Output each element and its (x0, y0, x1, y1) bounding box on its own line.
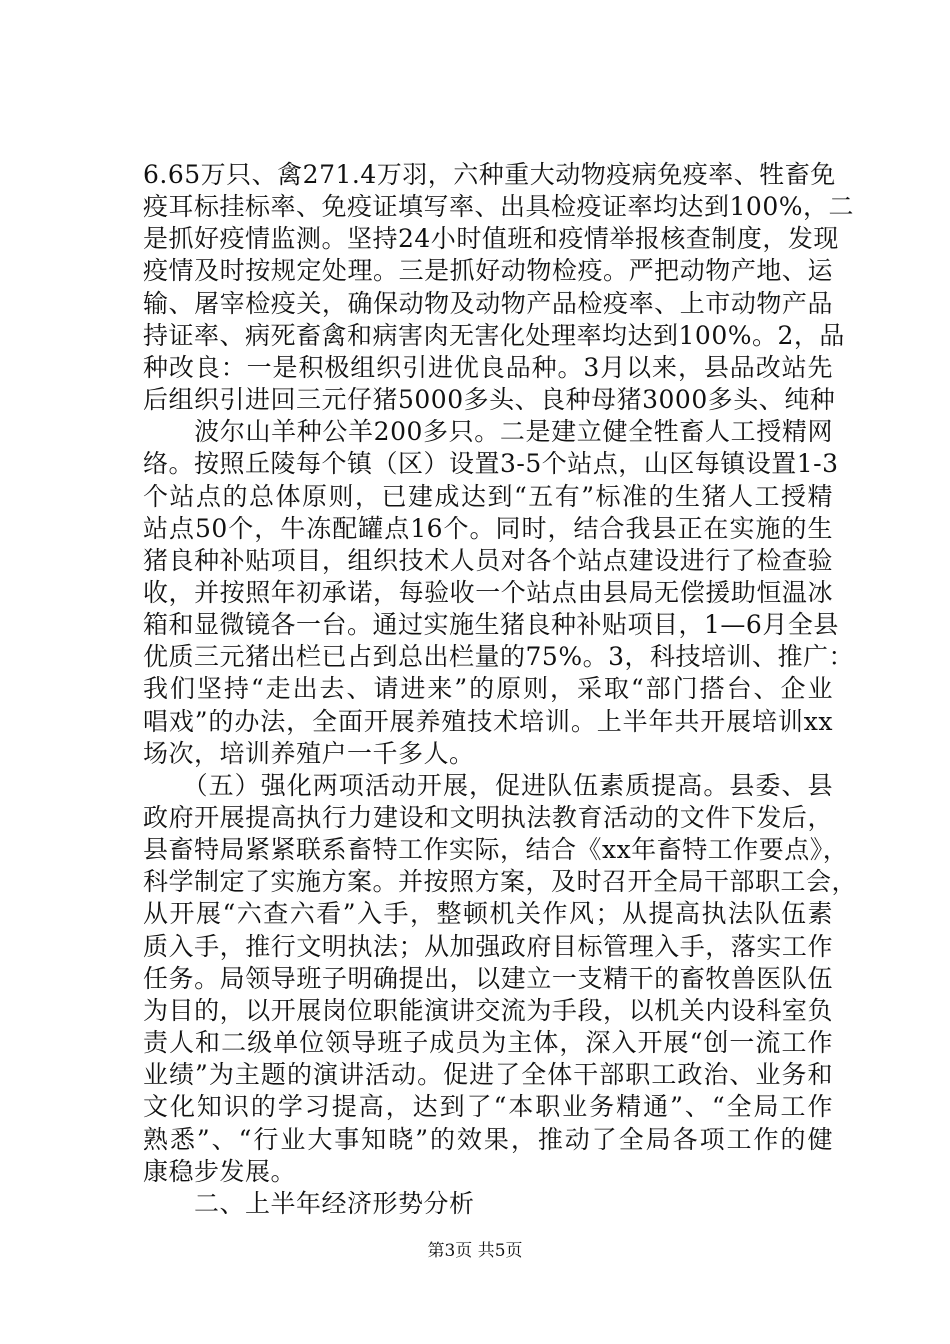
text-line: 种改良：一是积极组织引进优良品种。3月以来，县品改站先 (143, 352, 833, 382)
text-line: 我们坚持“走出去、请进来”的原则，采取“部门搭台、企业 (143, 674, 833, 704)
text-line: 业绩”为主题的演讲活动。促进了全体干部职工政治、业务和 (143, 1060, 833, 1090)
text-line: 输、屠宰检疫关，确保动物及动物产品检疫率、上市动物产品 (143, 288, 833, 318)
text-line: 疫耳标挂标率、免疫证填写率、出具检疫证率均达到100%，二 (143, 192, 854, 222)
text-line: 任务。局领导班子明确提出，以建立一支精干的畜牧兽医队伍 (143, 963, 833, 993)
text-line: 质入手，推行文明执法；从加强政府目标管理入手，落实工作 (143, 931, 833, 961)
text-line: 6.65万只、禽271.4万羽，六种重大动物疫病免疫率、牲畜免 (143, 160, 836, 189)
text-line: 场次，培训养殖户一千多人。 (143, 738, 475, 768)
text-line: 责人和二级单位领导班子成员为主体，深入开展“创一流工作 (143, 1028, 833, 1057)
text-line: 为目的，以开展岗位职能演讲交流为手段，以机关内设科室负 (143, 995, 833, 1025)
text-line: 从开展“六查六看”入手，整顿机关作风；从提高执法队伍素 (143, 899, 833, 929)
text-line: 持证率、病死畜禽和病害肉无害化处理率均达到100%。2，品 (143, 320, 845, 350)
text-line: 后组织引进回三元仔猪5000多头、良种母猪3000多头、纯种 (143, 385, 836, 414)
text-line: （五）强化两项活动开展，促进队伍素质提高。县委、县 (143, 770, 833, 800)
text-line: 疫情及时按规定处理。三是抓好动物检疫。严把动物产地、运 (143, 256, 833, 286)
text-line: 个站点的总体原则，已建成达到“五有”标准的生猪人工授精 (143, 481, 833, 511)
text-line: 科学制定了实施方案。并按照方案，及时召开全局干部职工会， (143, 867, 858, 897)
text-line: 优质三元猪出栏已占到总出栏量的75%。3，科技培训、推广： (143, 642, 854, 672)
text-line: 收，并按照年初承诺，每验收一个站点由县局无偿援助恒温冰 (143, 578, 833, 607)
page-footer: 第3页 共5页 (427, 1241, 523, 1261)
text-line: 唱戏”的办法，全面开展养殖技术培训。上半年共开展培训xx (143, 706, 833, 736)
text-line: 政府开展提高执行力建设和文明执法教育活动的文件下发后， (143, 803, 833, 832)
text-line: 二、上半年经济形势分析 (143, 1188, 475, 1218)
text-line: 波尔山羊种公羊200多只。二是建立健全牲畜人工授精网 (143, 417, 833, 447)
text-line: 站点50个，牛冻配罐点16个。同时，结合我县正在实施的生 (143, 513, 833, 543)
text-line: 猪良种补贴项目，组织技术人员对各个站点建设进行了检查验 (143, 545, 833, 575)
text-line: 康稳步发展。 (143, 1156, 297, 1186)
text-line: 是抓好疫情监测。坚持24小时值班和疫情举报核查制度，发现 (143, 224, 839, 254)
text-line: 熟悉”、“行业大事知晓”的效果，推动了全局各项工作的健 (143, 1124, 833, 1154)
text-line: 箱和显微镜各一台。通过实施生猪良种补贴项目，1—6月全县 (143, 610, 839, 640)
text-line: 络。按照丘陵每个镇（区）设置3-5个站点，山区每镇设置1-3 (143, 449, 839, 479)
text-line: 县畜特局紧紧联系畜特工作实际，结合《xx年畜特工作要点》， (143, 835, 849, 865)
text-line: 文化知识的学习提高，达到了“本职业务精通”、“全局工作 (143, 1092, 833, 1122)
